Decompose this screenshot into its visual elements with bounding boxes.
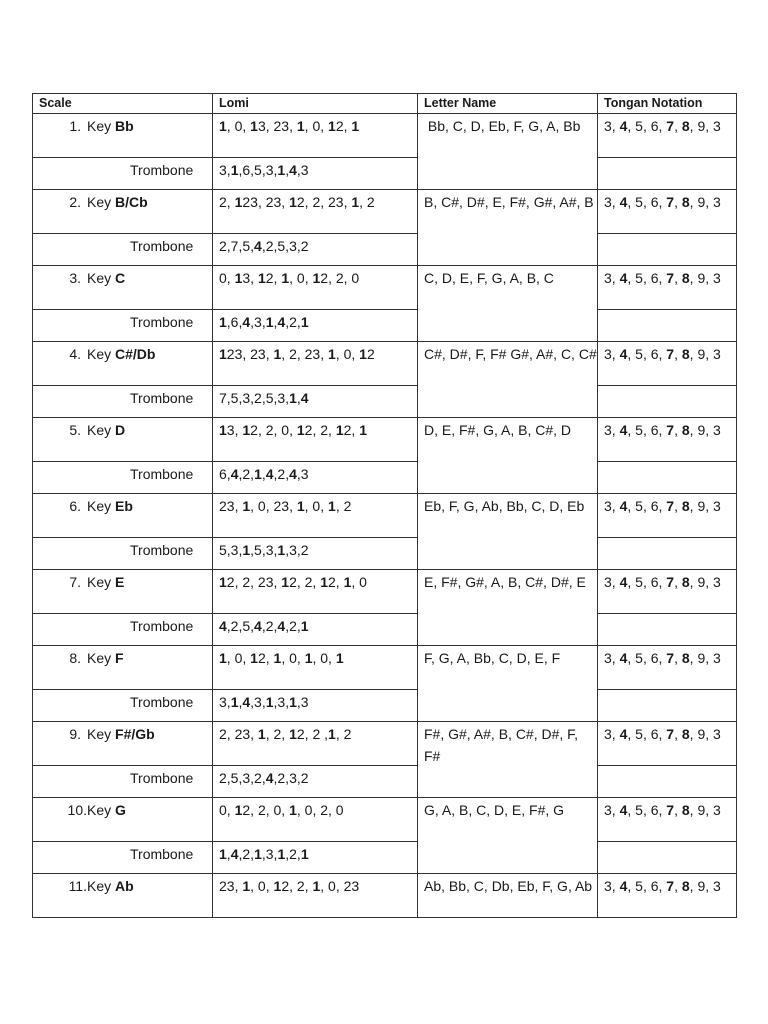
trombone-value-cell: 4,2,5,4,2,4,2,1 [213,614,418,646]
key-name: E [115,574,125,590]
tongan-notation-cell: 3, 4, 5, 6, 7, 8, 9, 3 [598,570,737,614]
table-row [33,874,737,918]
empty-cell [598,766,737,798]
letter-name-cell: Eb, F, G, Ab, Bb, C, D, Eb [418,494,598,570]
trombone-row [33,386,737,418]
trombone-row [33,310,737,342]
trombone-value-cell: 2,5,3,2,4,2,3,2 [213,766,418,798]
tongan-notation-cell: 3, 4, 5, 6, 7, 8, 9, 3 [598,266,737,310]
key-prefix: Key [87,498,116,514]
trombone-label: Trombone [130,542,194,558]
trombone-label-cell [33,234,213,266]
row-number: 8. [69,650,81,666]
table-row [33,494,737,538]
letter-name-cell: C#, D#, F, F# G#, A#, C, C# [418,342,598,418]
letter-name-cell: Ab, Bb, C, Db, Eb, F, G, Ab [418,874,598,918]
tongan-notation-cell: 3, 4, 5, 6, 7, 8, 9, 3 [598,494,737,538]
trombone-value-cell: 6,4,2,1,4,2,4,3 [213,462,418,494]
trombone-label: Trombone [130,694,194,710]
lomi-cell: 1, 0, 12, 1, 0, 1, 0, 1 [213,646,418,690]
key-prefix: Key [87,422,116,438]
row-number: 7. [69,574,81,590]
empty-cell [598,310,737,342]
letter-name-cell: B, C#, D#, E, F#, G#, A#, B [418,190,598,266]
trombone-label-cell [33,690,213,722]
table-row [33,190,737,234]
table-row [33,114,737,158]
empty-cell [598,462,737,494]
table-row [33,570,737,614]
trombone-label: Trombone [130,314,194,330]
letter-name-cell: E, F#, G#, A, B, C#, D#, E [418,570,598,646]
row-number: 6. [69,498,81,514]
key-prefix: Key [87,270,116,286]
lomi-cell: 1, 0, 13, 23, 1, 0, 12, 1 [213,114,418,158]
tongan-notation-cell: 3, 4, 5, 6, 7, 8, 9, 3 [598,342,737,386]
table-row [33,418,737,462]
table-row [33,722,737,766]
row-number: 3. [69,270,81,286]
tongan-notation-cell: 3, 4, 5, 6, 7, 8, 9, 3 [598,190,737,234]
header-scale: Scale [33,94,213,114]
trombone-label: Trombone [130,618,194,634]
key-name: G [115,802,126,818]
trombone-row [33,842,737,874]
trombone-label: Trombone [130,466,194,482]
key-name: Ab [115,878,134,894]
trombone-row [33,614,737,646]
row-number: 5. [69,422,81,438]
lomi-cell: 13, 12, 2, 0, 12, 2, 12, 1 [213,418,418,462]
trombone-value-cell: 7,5,3,2,5,3,1,4 [213,386,418,418]
letter-name-cell: Bb, C, D, Eb, F, G, A, Bb [418,114,598,190]
letter-name-cell: F#, G#, A#, B, C#, D#, F, F# [418,722,598,798]
empty-cell [598,234,737,266]
scale-cell [33,570,213,614]
trombone-label-cell [33,310,213,342]
scale-cell [33,190,213,234]
key-name: F [115,650,124,666]
trombone-label-cell [33,842,213,874]
scale-cell [33,798,213,842]
trombone-label-cell [33,766,213,798]
lomi-cell: 0, 12, 2, 0, 1, 0, 2, 0 [213,798,418,842]
empty-cell [598,538,737,570]
trombone-label: Trombone [130,846,194,862]
row-number: 4. [69,346,81,362]
row-number: 9. [69,726,81,742]
header-row [33,94,737,114]
lomi-cell: 12, 2, 23, 12, 2, 12, 1, 0 [213,570,418,614]
key-prefix: Key [87,118,116,134]
table-row [33,646,737,690]
scale-table [32,93,737,918]
letter-name-cell: D, E, F#, G, A, B, C#, D [418,418,598,494]
scale-cell [33,494,213,538]
empty-cell [598,690,737,722]
trombone-label-cell [33,158,213,190]
trombone-label: Trombone [130,162,194,178]
trombone-label: Trombone [130,770,194,786]
key-prefix: Key [87,802,116,818]
letter-name-cell: G, A, B, C, D, E, F#, G [418,798,598,874]
trombone-value-cell: 3,1,6,5,3,1,4,3 [213,158,418,190]
key-name: C [115,270,126,286]
lomi-cell: 23, 1, 0, 12, 2, 1, 0, 23 [213,874,418,918]
tongan-notation-cell: 3, 4, 5, 6, 7, 8, 9, 3 [598,798,737,842]
trombone-label-cell [33,386,213,418]
scale-cell [33,342,213,386]
trombone-row [33,234,737,266]
empty-cell [598,386,737,418]
trombone-row [33,690,737,722]
trombone-label-cell [33,614,213,646]
row-number: 11. [68,878,87,894]
empty-cell [598,158,737,190]
trombone-value-cell: 3,1,4,3,1,3,1,3 [213,690,418,722]
letter-name-cell: F, G, A, Bb, C, D, E, F [418,646,598,722]
key-prefix: Key [87,194,116,210]
trombone-value-cell: 5,3,1,5,3,1,3,2 [213,538,418,570]
trombone-value-cell: 2,7,5,4,2,5,3,2 [213,234,418,266]
lomi-cell: 123, 23, 1, 2, 23, 1, 0, 12 [213,342,418,386]
key-name: C#/Db [115,346,156,362]
key-name: D [115,422,126,438]
scale-cell [33,418,213,462]
tongan-notation-cell: 3, 4, 5, 6, 7, 8, 9, 3 [598,114,737,158]
scale-cell [33,266,213,310]
scale-cell [33,646,213,690]
key-prefix: Key [87,878,116,894]
header-lomi: Lomi [213,94,418,114]
trombone-value-cell: 1,4,2,1,3,1,2,1 [213,842,418,874]
table-row [33,266,737,310]
key-name: B/Cb [115,194,148,210]
tongan-notation-cell: 3, 4, 5, 6, 7, 8, 9, 3 [598,418,737,462]
table-row [33,798,737,842]
key-prefix: Key [87,346,116,362]
table-row [33,342,737,386]
row-number: 10. [67,802,87,818]
row-number: 2. [69,194,81,210]
scale-cell [33,722,213,766]
lomi-cell: 2, 23, 1, 2, 12, 2 ,1, 2 [213,722,418,766]
scale-cell [33,874,213,918]
trombone-row [33,766,737,798]
trombone-label: Trombone [130,390,194,406]
lomi-cell: 0, 13, 12, 1, 0, 12, 2, 0 [213,266,418,310]
trombone-value-cell: 1,6,4,3,1,4,2,1 [213,310,418,342]
empty-cell [598,842,737,874]
letter-name-cell: C, D, E, F, G, A, B, C [418,266,598,342]
key-name: Eb [115,498,133,514]
trombone-label: Trombone [130,238,194,254]
key-name: F#/Gb [115,726,155,742]
lomi-cell: 2, 123, 23, 12, 2, 23, 1, 2 [213,190,418,234]
tongan-notation-cell: 3, 4, 5, 6, 7, 8, 9, 3 [598,646,737,690]
tongan-notation-cell: 3, 4, 5, 6, 7, 8, 9, 3 [598,874,737,918]
header-letter-name: Letter Name [418,94,598,114]
key-name: Bb [115,118,134,134]
trombone-row [33,462,737,494]
key-prefix: Key [87,650,116,666]
tongan-notation-cell: 3, 4, 5, 6, 7, 8, 9, 3 [598,722,737,766]
lomi-cell: 23, 1, 0, 23, 1, 0, 1, 2 [213,494,418,538]
key-prefix: Key [87,574,116,590]
trombone-row [33,158,737,190]
table-body [33,114,737,918]
trombone-row [33,538,737,570]
empty-cell [598,614,737,646]
trombone-label-cell [33,538,213,570]
header-tongan-notation: Tongan Notation [598,94,737,114]
trombone-label-cell [33,462,213,494]
key-prefix: Key [87,726,116,742]
scale-cell [33,114,213,158]
row-number: 1. [69,118,81,134]
